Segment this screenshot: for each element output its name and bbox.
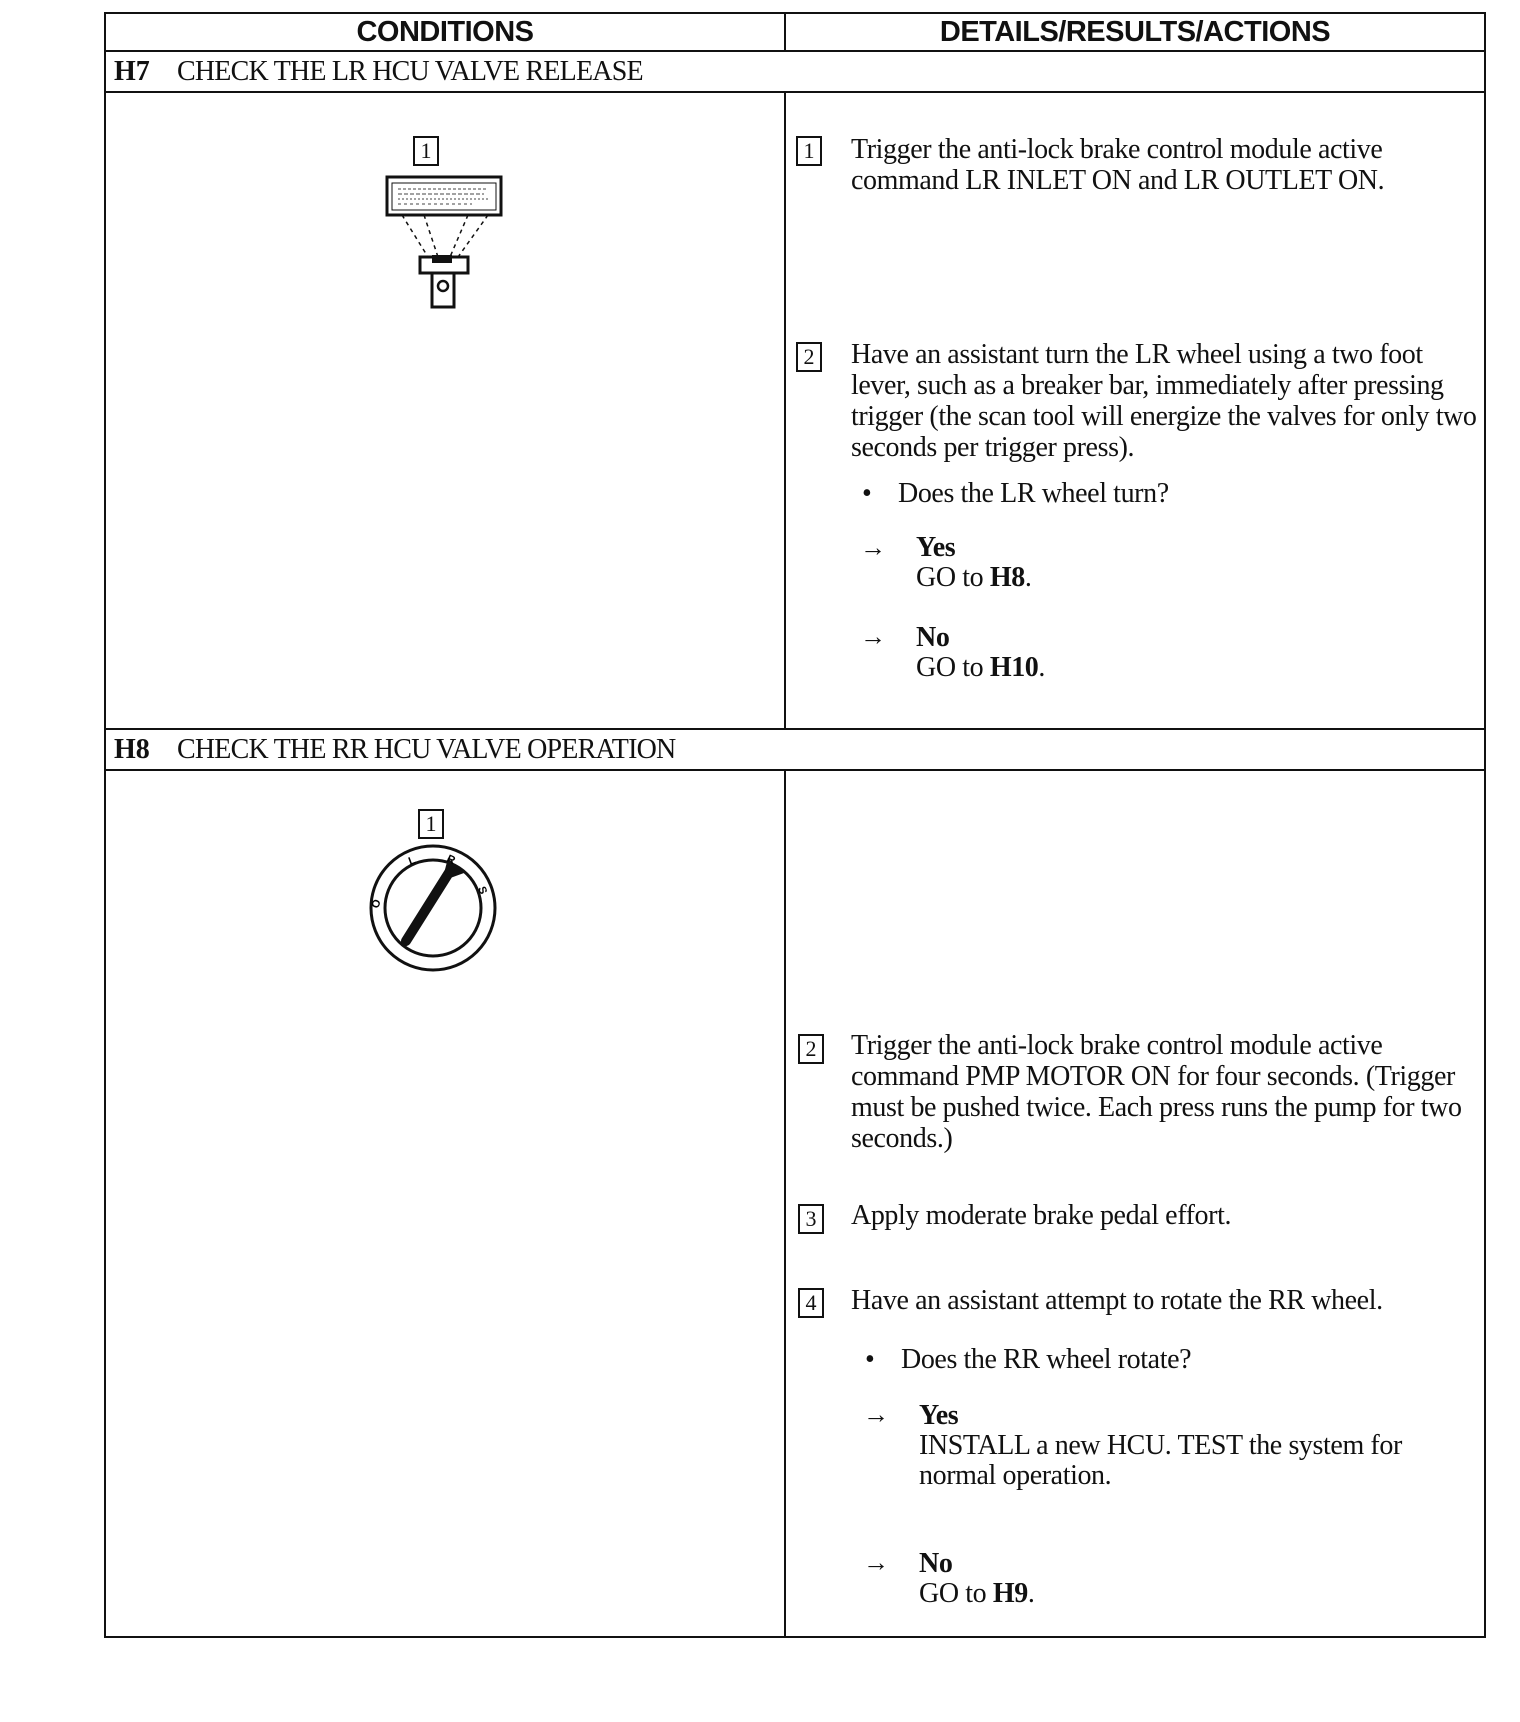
yes-target: H8 [989,562,1025,593]
step-title-h7 [104,50,1486,93]
step-text: Have an assistant attempt to rotate the RR wheel. [851,1285,1383,1316]
arrow-icon: → [863,1548,889,1577]
step-number: 3 [798,1204,824,1234]
no-answer [919,1549,1459,1609]
yes-label: Yes [916,532,956,563]
yes-action: GO to [916,562,990,593]
step-number: 2 [798,1034,824,1064]
details-header: DETAILS/RESULTS/ACTIONS [784,12,1486,52]
no-answer [916,623,1456,683]
figure-step-number: 1 [413,136,439,166]
arrow-icon: → [860,533,886,562]
question-text: Does the RR wheel rotate? [901,1344,1192,1375]
step-number: 1 [796,136,822,166]
no-action: GO to [916,652,990,683]
dial-label-run: R [444,852,458,868]
h8-conditions-cell [104,769,786,1638]
step-title-text: CHECK THE RR HCU VALVE OPERATION [177,733,676,765]
h8-details-cell [784,769,1486,1638]
h7-details-cell [784,91,1486,730]
step-title-text: CHECK THE LR HCU VALVE RELEASE [177,55,643,87]
punct: . [1027,1578,1035,1609]
step-code: H7 [114,55,150,87]
dial-label-off: O [369,897,384,911]
step-text: Apply moderate brake pedal effort. [851,1200,1232,1231]
step-text: Have an assistant turn the LR wheel using a two foot lever, such as a breaker bar, immediately after pressing trigger (the scan tool will energize the valves for only two seconds per trigger press). [851,339,1477,463]
yes-answer [919,1401,1479,1491]
figure-step-number: 1 [418,809,444,839]
yes-label: Yes [919,1400,959,1431]
scan-tool-icon [376,175,516,315]
bullet-icon: • [862,478,872,509]
no-label: No [916,622,950,653]
ignition-switch-icon [368,843,498,973]
no-label: No [919,1548,953,1579]
h7-conditions-cell [104,91,786,730]
step-text: Trigger the anti-lock brake control module active command PMP MOTOR ON for four seconds. (Trigger must be pushed twice. Each press runs the pump for two seconds.) [851,1030,1462,1154]
arrow-icon: → [863,1400,889,1429]
arrow-icon: → [860,622,886,651]
no-target: H10 [989,652,1039,683]
no-action: GO to [919,1578,993,1609]
dial-label-start: S [475,884,489,896]
yes-action: INSTALL a new HCU. TEST the system for normal operation. [919,1430,1402,1491]
step-number: 4 [798,1288,824,1318]
step-code: H8 [114,733,150,765]
conditions-header: CONDITIONS [104,12,786,52]
step-title-h8 [104,728,1486,771]
bullet-icon: • [865,1344,875,1375]
yes-answer [916,533,1456,593]
step-number: 2 [796,342,822,372]
punct: . [1024,562,1032,593]
no-target: H9 [992,1578,1028,1609]
step-text: Trigger the anti-lock brake control module active command LR INLET ON and LR OUTLET ON. [851,134,1385,196]
question-text: Does the LR wheel turn? [898,478,1169,509]
dial-label-lock: L [406,854,418,868]
punct: . [1038,652,1046,683]
